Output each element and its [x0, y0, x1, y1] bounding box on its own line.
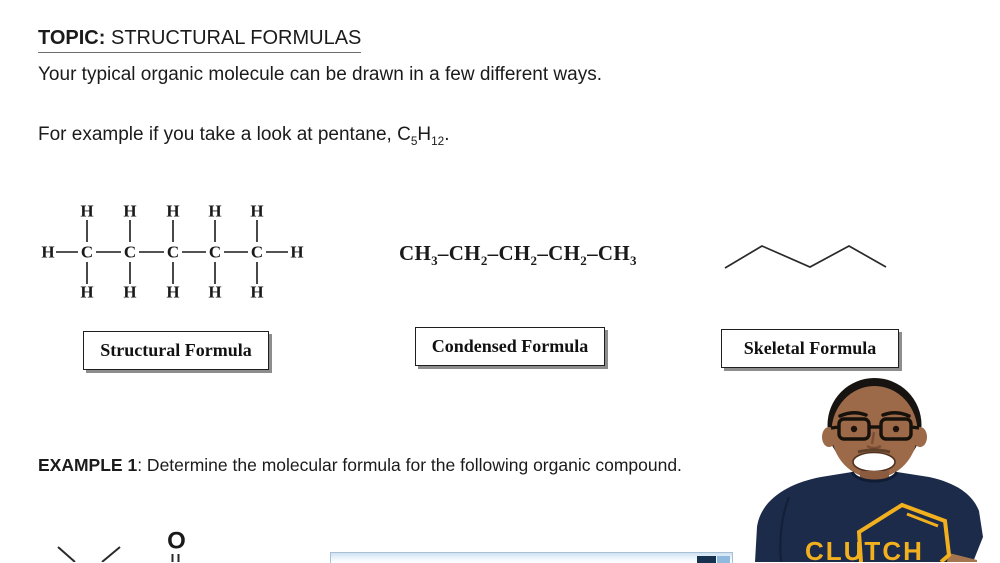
formula-text-segment: –CH	[537, 241, 581, 265]
condensed-formula-label-box: Condensed Formula	[415, 327, 605, 366]
topic-heading	[38, 27, 361, 53]
atom-label-c: C	[208, 242, 222, 262]
formula-text-segment: For example if you take a look at pentane, C	[38, 124, 411, 145]
presenter-eye-left	[851, 426, 857, 432]
formula-text-segment: H	[417, 124, 432, 145]
pentane-sentence	[38, 124, 449, 148]
bond-line	[102, 547, 120, 562]
atom-label-o: O	[167, 527, 186, 555]
atom-label-c: C	[123, 242, 137, 262]
topic-underline-wrap	[38, 27, 361, 53]
formula-text-segment: .	[444, 124, 450, 145]
shirt-logo-text: CLUTCH	[805, 536, 924, 562]
structural-formula-diagram	[35, 194, 315, 309]
example-label: EXAMPLE 1	[38, 455, 138, 475]
formula-subscript: 2	[580, 253, 588, 269]
structural-formula-label-box: Structural Formula	[83, 331, 269, 370]
formula-subscript: 2	[480, 253, 488, 269]
example-text: : Determine the molecular formula for the following organic compound.	[137, 455, 682, 475]
bond-line	[58, 547, 75, 562]
atom-label-h: H	[208, 282, 222, 302]
formula-subscript: 3	[629, 253, 637, 269]
atom-label-h: H	[250, 201, 264, 221]
atom-label-h: H	[290, 242, 304, 262]
skeletal-formula-label-box: Skeletal Formula	[721, 329, 899, 368]
atom-label-h: H	[166, 282, 180, 302]
formula-text-segment: –CH	[437, 241, 481, 265]
formula-subscript: 5	[410, 134, 418, 148]
formula-subscript: 3	[431, 253, 438, 269]
condensed-formula-text	[399, 241, 637, 269]
intro-sentence: Your typical organic molecule can be drawn in a few different ways.	[38, 64, 602, 85]
atom-label-h: H	[41, 242, 55, 262]
atom-label-c: C	[166, 242, 180, 262]
presenter-smile	[853, 453, 895, 472]
atom-label-h: H	[166, 201, 180, 221]
formula-text-segment: –CH	[587, 241, 630, 265]
topic-title: STRUCTURAL FORMULAS	[110, 27, 362, 49]
formula-text-segment: –CH	[487, 241, 531, 265]
atom-label-h: H	[80, 201, 94, 221]
example-structure-diagram	[40, 525, 200, 562]
atom-label-c: C	[80, 242, 94, 262]
presenter-eye-right	[893, 426, 899, 432]
skeletal-zigzag-line	[725, 246, 886, 268]
formula-subscript: 12	[431, 134, 445, 148]
atom-label-h: H	[80, 282, 94, 302]
example-heading	[38, 455, 682, 476]
atom-label-c: C	[250, 242, 264, 262]
atom-label-h: H	[123, 282, 137, 302]
presenter-video-overlay	[755, 377, 1000, 562]
atom-label-h: H	[123, 201, 137, 221]
atom-label-h: H	[250, 282, 264, 302]
player-scrubber-bar[interactable]	[330, 552, 733, 563]
formula-subscript: 2	[530, 253, 538, 269]
topic-label: TOPIC:	[38, 27, 106, 49]
atom-label-h: H	[208, 201, 222, 221]
formula-text-segment: CH	[399, 241, 432, 265]
skeletal-formula-diagram	[714, 235, 899, 280]
